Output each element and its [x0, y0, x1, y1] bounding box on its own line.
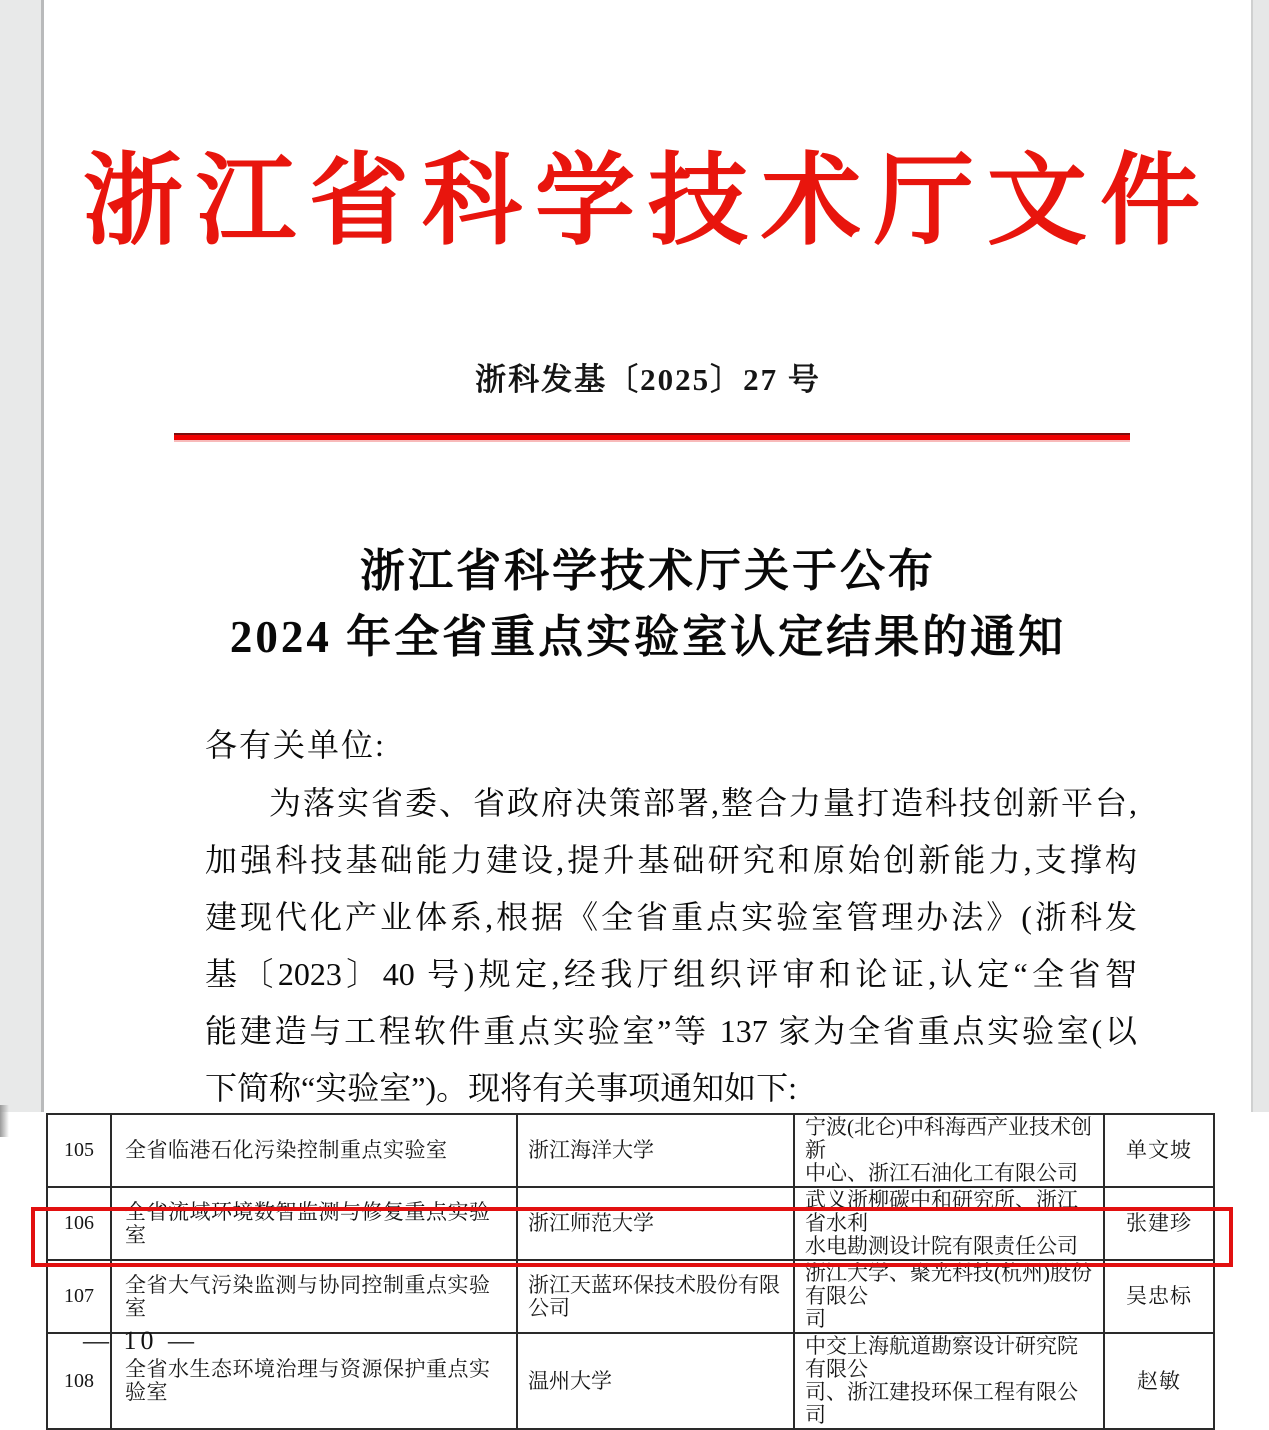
document-number: 浙科发基〔2025〕27 号	[475, 362, 821, 397]
institution-cell: 温州大学	[517, 1333, 794, 1429]
notice-title-line2: 2024 年全省重点实验室认定结果的通知	[229, 612, 1067, 662]
row-number-cell: 105	[47, 1114, 111, 1187]
page-margin-left	[0, 0, 44, 1112]
leader-cell: 张建珍	[1104, 1187, 1214, 1260]
leader-cell: 单文坡	[1104, 1114, 1214, 1187]
partners-line: 浙江大学、聚光科技(杭州)股份有限公	[805, 1261, 1092, 1308]
page-edge-shadow	[0, 1105, 9, 1137]
body-line: 建现代化产业体系,根据《全省重点实验室管理办法》(浙科发	[205, 899, 1137, 935]
partners-line: 中交上海航道勘察设计研究院有限公	[805, 1334, 1078, 1381]
partners-line: 中心、浙江石油化工有限公司	[805, 1161, 1078, 1185]
body-line: 为落实省委、省政府决策部署,整合力量打造科技创新平台,	[269, 785, 1137, 821]
salutation: 各有关单位:	[205, 727, 386, 763]
body-line: 基〔2023〕40 号)规定,经我厅组织评审和论证,认定“全省智	[205, 956, 1137, 992]
institution-cell: 浙江海洋大学	[517, 1114, 794, 1187]
partners-line: 武义浙柳碳中和研究所、浙江省水利	[805, 1188, 1078, 1235]
body-line: 加强科技基础能力建设,提升基础研究和原始创新能力,支撑构	[205, 842, 1137, 878]
lab-name-cell: 全省大气污染监测与协同控制重点实验室	[111, 1260, 517, 1333]
partners-cell	[794, 1333, 1104, 1429]
row-number-cell: 106	[47, 1187, 111, 1260]
table-row	[47, 1114, 1214, 1187]
page-margin-right	[1251, 0, 1269, 1112]
partners-cell	[794, 1114, 1104, 1187]
row-number-cell: 107	[47, 1260, 111, 1333]
laboratory-table	[46, 1113, 1215, 1430]
body-line: 能建造与工程软件重点实验室”等 137 家为全省重点实验室(以	[205, 1013, 1137, 1049]
document-banner-title: 浙江省科学技术厅文件	[83, 146, 1213, 257]
table-row	[47, 1333, 1214, 1429]
table-row-highlighted	[47, 1260, 1214, 1333]
highlight-box-row-107	[31, 1207, 1233, 1267]
partners-line: 水电勘测设计院有限责任公司	[805, 1234, 1078, 1258]
partners-line: 宁波(北仑)中科海西产业技术创新	[805, 1115, 1092, 1162]
partners-line: 司、浙江建投环保工程有限公司	[805, 1380, 1078, 1427]
red-separator-line	[174, 433, 1130, 442]
lab-name-cell: 全省水生态环境治理与资源保护重点实验室	[111, 1333, 517, 1429]
partners-line: 司	[805, 1307, 826, 1331]
leader-cell: 吴忠标	[1104, 1260, 1214, 1333]
partners-cell	[794, 1260, 1104, 1333]
lab-name-cell: 全省流域环境数智监测与修复重点实验室	[111, 1187, 517, 1260]
leader-cell: 赵敏	[1104, 1333, 1214, 1429]
institution-cell: 浙江天蓝环保技术股份有限公司	[517, 1260, 794, 1333]
notice-title-line1: 浙江省科学技术厅关于公布	[359, 546, 936, 596]
body-line: 下简称“实验室”)。现将有关事项通知如下:	[205, 1070, 797, 1106]
institution-cell: 浙江师范大学	[517, 1187, 794, 1260]
row-number-cell: 108	[47, 1333, 111, 1429]
lab-name-cell: 全省临港石化污染控制重点实验室	[111, 1114, 517, 1187]
page-number: — 10 —	[83, 1326, 198, 1355]
